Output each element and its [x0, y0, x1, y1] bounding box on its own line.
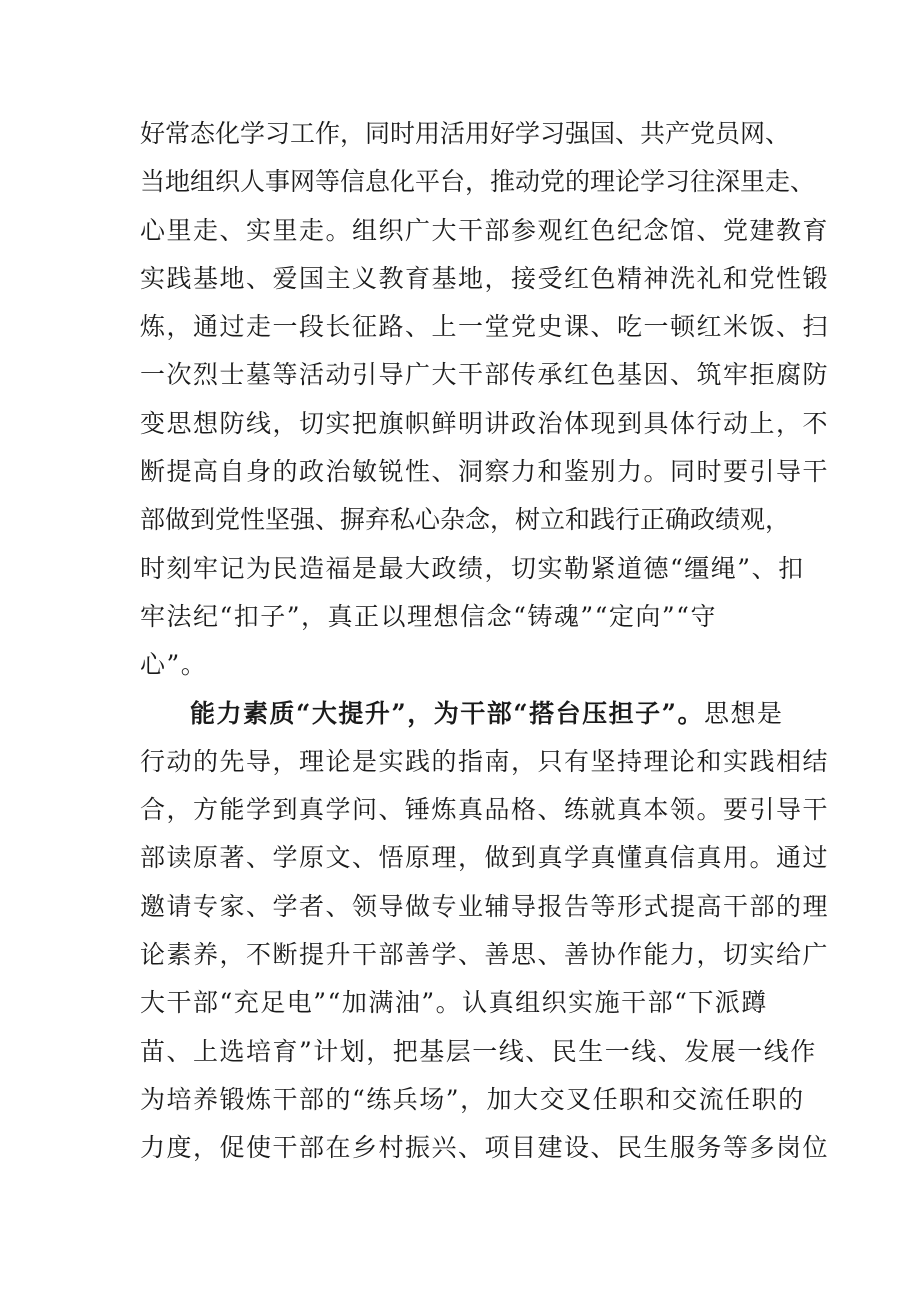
text-line: 时刻牢记为民造福是最大政绩，切实勒紧道德“缰绳”、扣	[140, 553, 805, 583]
text-line: 部读原著、学原文、悟原理，做到真学真懂真信真用。通过	[140, 843, 830, 873]
text-line: 邀请专家、学者、领导做专业辅导报告等形式提高干部的理	[140, 891, 830, 921]
text-line: 实践基地、爱国主义教育基地，接受红色精神洗礼和党性锻	[140, 263, 830, 293]
paragraph-heading: 能力素质“大提升”，为干部“搭台压担子”。	[190, 698, 705, 728]
heading-line-rest: 思想是	[704, 698, 784, 728]
text-line: 一次烈士墓等活动引导广大干部传承红色基因、筑牢拒腐防	[140, 360, 830, 390]
text-line: 苗、上选培育”计划，把基层一线、民生一线、发展一线作	[140, 1036, 817, 1066]
text-line: 合，方能学到真学问、锤炼真品格、练就真本领。要引导干	[140, 795, 830, 825]
text-line: 心里走、实里走。组织广大干部参观红色纪念馆、党建教育	[140, 215, 830, 245]
text-line: 大干部“充足电”“加满油”。认真组织实施干部“下派蹲	[140, 988, 768, 1018]
paragraph-2	[140, 690, 830, 1173]
text-line: 心”。	[140, 650, 208, 680]
text-line: 当地组织人事网等信息化平台，推动党的理论学习往深里走、	[140, 167, 816, 197]
text-line: 好常态化学习工作，同时用活用好学习强国、共产党员网、	[140, 119, 791, 148]
text-line: 力度，促使干部在乡村振兴、项目建设、民生服务等多岗位	[140, 1133, 830, 1163]
text-line: 变思想防线，切实把旗帜鲜明讲政治体现到具体行动上，不	[140, 408, 830, 438]
body-text	[140, 110, 830, 1173]
text-line: 论素养，不断提升干部善学、善思、善协作能力，切实给广	[140, 940, 830, 970]
text-line: 为培养锻炼干部的“练兵场”，加大交叉任职和交流任职的	[140, 1084, 805, 1114]
text-line: 断提高自身的政治敏锐性、洞察力和鉴别力。同时要引导干	[140, 457, 830, 487]
paragraph-heading-line	[140, 690, 790, 738]
text-line: 部做到党性坚强、摒弃私心杂念，树立和践行正确政绩观，	[140, 505, 791, 535]
paragraph-1	[140, 110, 830, 690]
text-line: 炼，通过走一段长征路、上一堂党史课、吃一顿红米饭、扫	[140, 312, 830, 342]
text-line: 行动的先导，理论是实践的指南，只有坚持理论和实践相结	[140, 746, 830, 776]
text-line: 牢法纪“扣子”，真正以理想信念“铸魂”“定向”“守	[140, 601, 717, 631]
